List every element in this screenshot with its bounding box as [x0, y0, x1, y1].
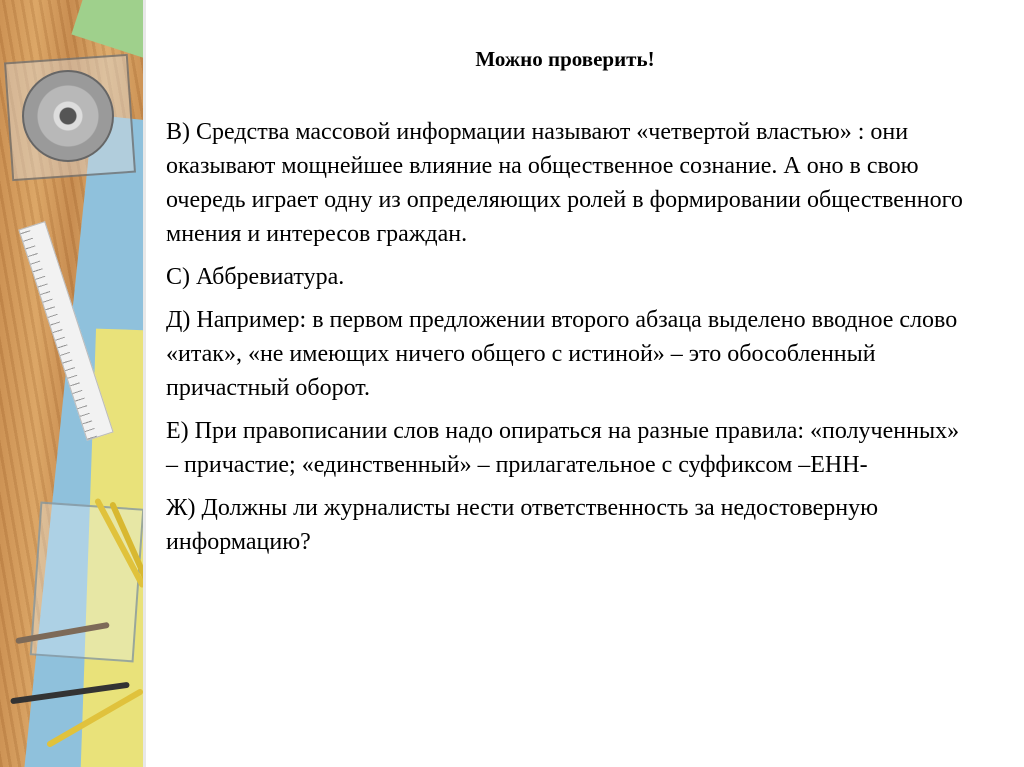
paragraph-v: В) Средства массовой информации называют «четвертой властью» : они оказывают мощнейшее влияние на общественное сознание. А оно в свою очередь играет одну из определяющих ролей в формировании общественного мнения и интересов граждан. — [166, 119, 963, 247]
cd-disc-icon — [22, 70, 114, 162]
paragraph-zh: Ж) Должны ли журналисты нести ответственность за недостоверную информацию? — [166, 495, 879, 555]
paragraph-d: Д) Например: в первом предложении второго абзаца выделено вводное слово «итак», «не имеющих ничего общего с истиной» – это обособленный причастный оборот. — [166, 307, 958, 401]
slide-title: Можно проверить! — [475, 47, 655, 71]
paragraph-e: Е) При правописании слов надо опираться на разные правила: «полученных» – причастие; «единственный» – прилагательное с суффиксом –ЕНН- — [166, 418, 960, 478]
paragraph-s: С) Аббревиатура. — [166, 264, 345, 290]
slide-content — [166, 115, 976, 568]
divider — [143, 0, 146, 767]
desk-decoration — [0, 0, 143, 767]
